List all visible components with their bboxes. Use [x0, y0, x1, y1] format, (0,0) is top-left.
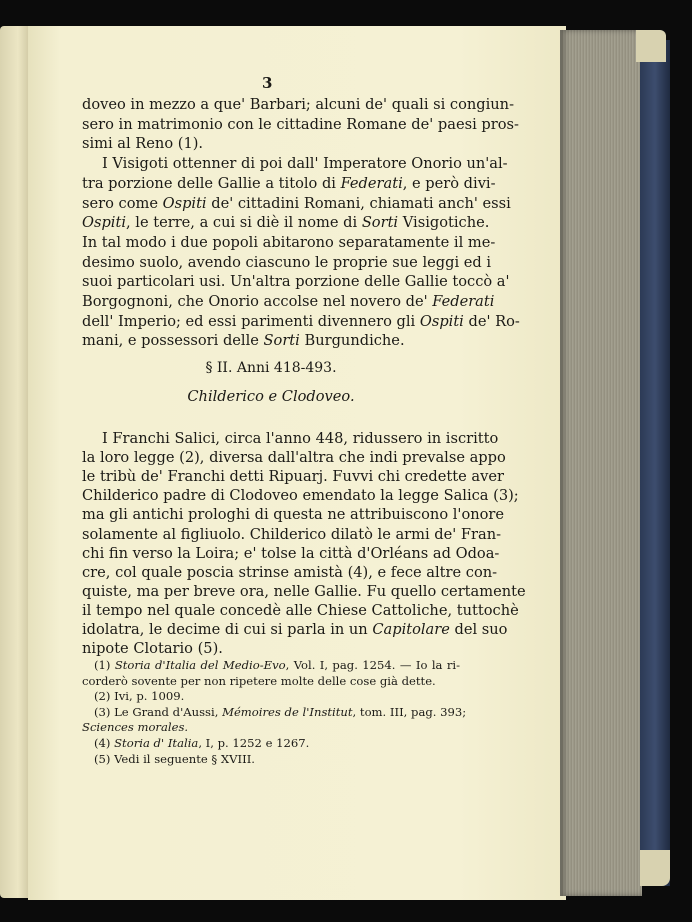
section-heading: § II. Anni 418-493. [205, 360, 337, 376]
text-line [82, 115, 519, 134]
text-span: dell' Imperio; ed essi parimenti divennero gli [82, 312, 420, 330]
text-span: , I, p. 1252 e 1267. [198, 736, 310, 750]
text-span: solamente al figliuolo. Childerico dilatò le armi de' Fran- [82, 525, 502, 543]
text-span: chi fin verso la Loira; e' tolse la città d'Orléans ad Odoa- [82, 544, 500, 562]
text-span: quiste, ma per breve ora, nelle Gallie. Fu quello certamente [82, 582, 526, 600]
text-span: (2) Ivi, p. 1009. [94, 689, 185, 704]
italic-text: Storia d' Italia [114, 736, 199, 750]
page-number: 3 [262, 74, 273, 92]
text-line [102, 429, 499, 448]
text-span: nipote Clotario (5). [82, 640, 223, 658]
text-span: , le terre, a cui si diè il nome di [126, 214, 362, 232]
italic-text: Ospiti [419, 312, 464, 330]
text-line [82, 331, 460, 350]
text-span: desimo suolo, avendo ciascuno le proprie sue leggi ed i [82, 253, 492, 271]
text-line [82, 174, 496, 193]
text-span: mani, e possessori delle [82, 332, 264, 350]
text-span: Borgognoni, che Onorio accolse nel novero de' [82, 293, 433, 310]
text-span: I Visigoti ottenner di poi dall' Imperatore Onorio un'al- [102, 155, 508, 173]
text-span: cre, col quale poscia strinse amistà (4), e fece altre con- [82, 563, 498, 581]
text-span: (1) [94, 658, 115, 672]
text-line [82, 582, 526, 601]
text-span: , e però divi- [402, 174, 496, 192]
text-span: la loro legge (2), diversa dall'altra che indi prevalse appo [82, 449, 506, 467]
text-line [82, 448, 506, 467]
cover-corner-bottom [640, 850, 670, 886]
italic-text: Sorti [361, 214, 399, 232]
italic-text: Sorti [263, 332, 300, 350]
text-span: doveo in mezzo a que' Barbari; alcuni de' quali si congiun- [82, 96, 515, 113]
italic-text: Ospiti [162, 194, 207, 212]
text-line [82, 134, 460, 153]
text-span: Childerico padre di Clodoveo emendato la legge Salica (3); [82, 487, 519, 505]
text-line [82, 525, 502, 544]
text-span: Visigotiche. [398, 214, 490, 232]
text-line [102, 154, 508, 173]
text-line [82, 639, 460, 658]
text-line [82, 601, 519, 620]
footnote-line [82, 719, 460, 735]
text-span: de' cittadini Romani, chiamati anch' essi [206, 194, 511, 212]
text-span: (3) Le Grand d'Aussi, [94, 704, 223, 719]
text-span: de' Ro- [463, 312, 520, 330]
italic-text: Capitolare [372, 621, 450, 638]
italic-text: Storia d'Italia del Medio-Evo [114, 658, 286, 672]
text-span: (5) Vedi il seguente § XVIII. [94, 751, 255, 766]
text-span: Burgundiche. [299, 332, 405, 350]
text-span: suoi particolari usi. Un'altra porzione delle Gallie toccò a' [82, 273, 510, 291]
text-line [82, 620, 508, 639]
italic-text: Ospiti [82, 214, 126, 232]
footnote-line [94, 704, 467, 720]
text-span: In tal modo i due popoli abitarono separatamente il me- [82, 233, 496, 251]
text-line [82, 253, 492, 272]
text-span: , Vol. I, pag. 1254. — Io la ri- [285, 658, 461, 672]
text-line [82, 312, 520, 331]
text-line [82, 272, 510, 291]
cover-corner-top [636, 30, 666, 62]
text-span: (4) [94, 736, 115, 750]
italic-text: Sciences morales. [82, 720, 189, 735]
text-span: I Franchi Salici, circa l'anno 448, ridussero in iscritto [102, 430, 499, 447]
text-span: sero come [82, 194, 163, 212]
text-line [82, 194, 511, 213]
italic-text: Federati [340, 174, 403, 192]
text-span: idolatra, le decime di cui si parla in un [82, 621, 373, 638]
text-line [82, 233, 496, 252]
text-line [82, 292, 495, 311]
text-span: sero in matrimonio con le cittadine Romane de' paesi pros- [82, 115, 519, 133]
footnote-line [94, 735, 460, 751]
page-block-edge [560, 30, 642, 896]
left-page-edge [0, 26, 30, 898]
text-span: corderò sovente per non ripetere molte delle cose già dette. [82, 673, 436, 688]
text-line [82, 563, 498, 582]
footnote-line [82, 673, 460, 689]
section-subtitle: Childerico e Clodoveo. [187, 388, 355, 405]
text-line [82, 467, 504, 486]
italic-text: Federati [432, 293, 495, 310]
italic-text: Mémoires de l'Institut [222, 704, 353, 719]
text-span: , tom. III, pag. 393; [352, 704, 467, 719]
text-span: tra porzione delle Gallie a titolo di [82, 174, 341, 192]
footnote-line [94, 688, 460, 704]
text-span: simi al Reno (1). [82, 135, 204, 153]
text-line [82, 95, 515, 114]
text-line [82, 505, 505, 524]
footnote-line [94, 751, 460, 767]
book-cover [640, 40, 670, 886]
text-span: le tribù de' Franchi detti Ripuarj. Fuvvi chi credette aver [82, 468, 504, 486]
text-span: il tempo nel quale concedè alle Chiese Cattoliche, tuttochè [82, 601, 519, 619]
footnote-line [94, 657, 460, 673]
text-span: ma gli antichi prologhi di questa ne attribuiscono l'onore [82, 506, 505, 524]
text-span: del suo [449, 621, 508, 638]
text-line [82, 486, 519, 505]
text-line [82, 544, 500, 563]
text-line [82, 213, 490, 232]
